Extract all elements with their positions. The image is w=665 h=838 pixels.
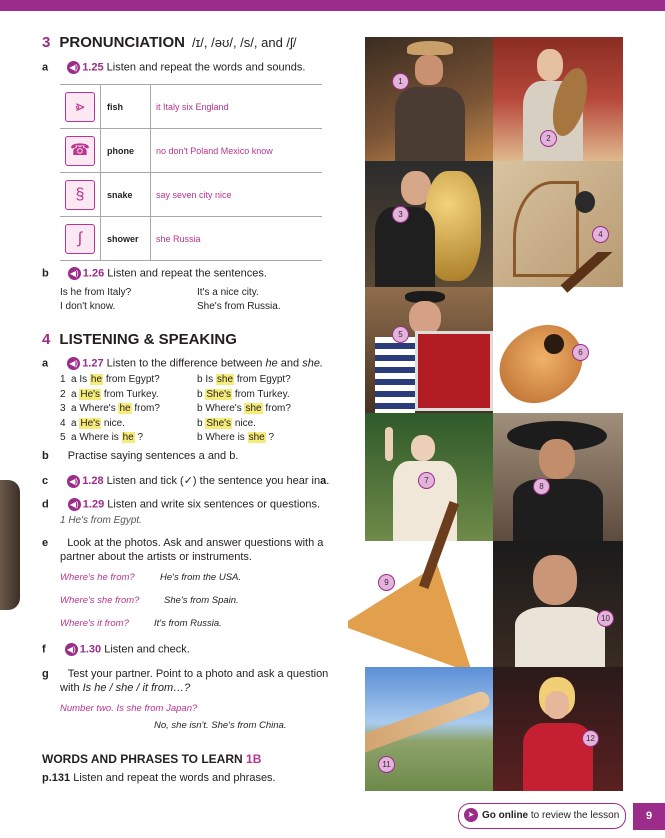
sound-word: shower [101,217,151,261]
photo-number-badge: 12 [582,730,599,747]
table-row [60,85,322,129]
exercise-3b [42,267,267,280]
instruction: Listen and repeat the words and sounds. [106,61,306,74]
sentence: She's from Russia. [197,301,281,312]
instruction-ref: a [320,475,327,487]
instruction-word: she. [302,357,324,370]
track-number: 1.26 [82,267,105,280]
exercise-letter: b [42,267,49,280]
table-row [60,173,322,217]
photo-number-badge: 11 [378,756,395,773]
table-row [60,129,322,173]
dialogue-question: Where's it from? [60,618,129,629]
photo-9-balalaika [348,500,493,670]
instruction: Look at the photos. Ask and answer questions with a [67,537,324,549]
photo-number-badge: 5 [392,326,409,343]
instruction: with [60,682,80,694]
instruction-word: and [280,357,300,370]
photo-number-badge: 3 [392,206,409,223]
exercise-letter: b [42,450,49,462]
instruction: Listen and check. [104,643,190,656]
sample-words: she Russia [151,217,323,261]
track-number: 1.25 [82,61,104,74]
photo-8-mariachi [493,413,623,541]
exercise-letter: f [42,643,46,656]
pair-row [60,432,330,446]
exercise-letter: d [42,498,49,511]
sentence-b: b Where's she from? [197,403,291,414]
page-number: 9 [633,803,665,830]
photo-6-guitar [492,252,652,420]
photo-5-accordion-player [365,287,493,413]
instruction-word: he [265,357,278,370]
exercise-4d [42,498,320,511]
audio-icon[interactable]: ◀) [68,267,81,280]
sentence-a: a Where is he ? [71,432,144,443]
instruction: partner about the artists or instruments. [60,551,252,563]
audio-icon[interactable]: ◀) [67,357,80,370]
photo-12-pop-singer [493,667,623,791]
dialogue-answer: She's from Spain. [164,595,239,606]
section-3-heading [42,34,297,51]
shower-icon: ∫ [65,224,95,254]
go-online-label: Go online [482,810,529,821]
top-bar [0,0,665,11]
sentence-a: a He's nice. [71,417,125,429]
audio-icon[interactable]: ◀) [67,61,80,74]
exercise-4g [42,667,328,695]
cropped-figure-image [0,480,20,610]
photo-number-badge: 8 [533,478,550,495]
instruction-italic: Is he / she / it from…? [82,682,191,694]
sound-table [60,84,322,261]
photo-number-badge: 7 [418,472,435,489]
pair-row [60,403,330,417]
exercise-4e [42,536,323,564]
dialogue-answer: He's from the USA. [160,572,242,583]
phoneme-symbols: /ɪ/, /əʊ/, /s/, and /ʃ/ [192,35,297,50]
dialogue-answer: It's from Russia. [154,618,222,629]
go-online-rest: to review the lesson [530,810,620,821]
instruction: Listen and tick (✓) the sentence you hear in [106,475,321,487]
instruction-end: . [326,475,330,487]
section-number: 4 [42,331,51,348]
pair-number: 3 [60,403,66,414]
pair-number: 5 [60,432,66,443]
instruction: Practise saying sentences a and b. [67,450,239,462]
photo-number-badge: 2 [540,130,557,147]
exercise-4f [42,643,190,656]
audio-icon[interactable]: ◀) [67,475,80,488]
track-number: 1.28 [82,475,104,487]
exercise-letter: a [42,61,49,74]
fish-icon: ⩺ [65,92,95,122]
dialogue-question: Number two. Is she from Japan? [60,703,198,714]
page-ref[interactable]: p.131 [42,772,71,784]
sound-word: fish [101,85,151,129]
photo-10-opera-singer [493,541,623,667]
sentence: Is he from Italy? [60,287,132,298]
pair-row [60,418,330,432]
section-4-heading [42,331,237,348]
sample-words: say seven city nice [151,173,323,217]
instruction: Test your partner. Point to a photo and ask a question [67,668,329,680]
pair-row [60,389,330,403]
pair-number: 1 [60,374,66,385]
instruction: Listen and write six sentences or questions. [107,498,321,511]
instruction: Listen to the difference between [106,357,263,370]
phone-icon: ☎ [65,136,95,166]
sound-word: snake [101,173,151,217]
photo-3-tuba-player [365,161,493,287]
pair-row [60,374,330,388]
dialogue-e [60,570,320,640]
exercise-3a [42,61,305,74]
track-number: 1.29 [82,498,105,511]
sentence-b: b Is she from Egypt? [197,374,291,385]
section-number: 3 [42,34,51,51]
table-row [60,217,322,261]
track-number: 1.27 [82,357,104,370]
photo-number-badge: 6 [572,344,589,361]
pair-number: 2 [60,388,66,400]
exercise-letter: e [42,537,49,549]
instruction: Listen and repeat the sentences. [107,267,267,280]
audio-icon[interactable]: ◀) [68,498,81,511]
dialogue-question: Where's he from? [60,572,135,583]
track-number: 1.30 [79,643,102,656]
instruction: Listen and repeat the words and phrases. [73,772,276,784]
exercise-letter: g [42,668,49,680]
section-title: LISTENING & SPEAKING [59,331,237,348]
photo-2-pipa-player [493,37,623,161]
exercise-letter: a [42,357,49,370]
sample-words: it Italy six England [151,85,323,129]
words-heading [42,752,261,766]
sample-words: no don't Poland Mexico know [151,129,323,173]
dialogue-answer: No, she isn't. She's from China. [154,720,287,731]
sentence-b: b She's nice. [197,417,256,429]
photo-number-badge: 4 [592,226,609,243]
example-sentence: 1 He's from Egypt. [60,515,142,526]
sentence-a: a Where's he from? [71,403,160,414]
exercise-4b [42,450,238,462]
sentence: I don't know. [60,301,116,312]
sentence-b: b She's from Turkey. [197,388,290,400]
audio-icon[interactable]: ◀) [65,643,78,656]
sentence-a: a He's from Turkey. [71,388,159,400]
snake-icon: § [65,180,95,210]
sound-word: phone [101,129,151,173]
exercise-letter: c [42,475,49,487]
go-online-button[interactable] [458,803,626,829]
photo-number-badge: 1 [392,73,409,90]
exercise-4a [42,357,323,370]
lesson-code: 1B [246,752,262,766]
photo-1-cowboy-singer [365,37,493,161]
sentence-a: a Is he from Egypt? [71,374,160,385]
words-line [42,772,276,784]
sentence: It's a nice city. [197,287,259,298]
pair-number: 4 [60,417,66,429]
exercise-4c [42,474,329,488]
sentence-b: b Where is she ? [197,432,275,443]
words-title: WORDS AND PHRASES TO LEARN [42,752,243,766]
cursor-icon: ➤ [464,808,478,822]
dialogue-question: Where's she from? [60,595,140,606]
section-title: PRONUNCIATION [59,34,185,51]
photo-number-badge: 9 [378,574,395,591]
photo-number-badge: 10 [597,610,614,627]
